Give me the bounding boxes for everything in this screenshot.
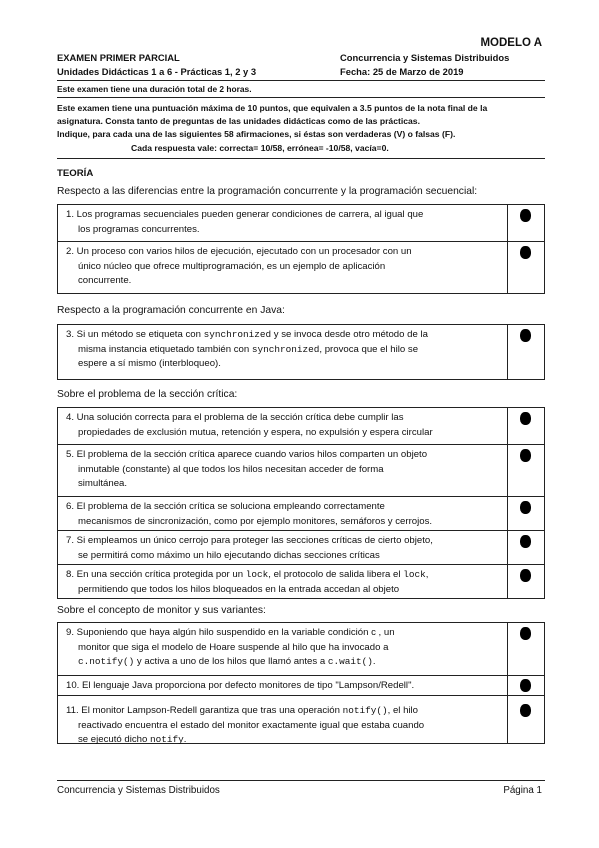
question-2-line-1: 2. Un proceso con varios hilos de ejecución, ejecutado con un procesador con un (66, 246, 412, 257)
question-2-line-3: concurrente. (78, 275, 132, 286)
answer-bubble[interactable] (520, 329, 531, 342)
question-5-line-2: inmutable (constante) al que todos los hilos necesitan acceder de forma (78, 463, 384, 475)
section-title-2: Respecto a la programación concurrente en Java: (57, 305, 285, 316)
section-title-1: Respecto a las diferencias entre la programación concurrente y la programación secuencial: (57, 186, 478, 197)
section-title-3: Sobre el problema de la sección crítica: (57, 389, 238, 400)
question-11-line-3: se ejecutó dicho notify. (78, 734, 187, 745)
question-3-line-3: espere a sí mismo (interbloqueo). (78, 358, 221, 369)
question-9-line-3: c.notify() y activa a uno de los hilos que llamó antes a c.wait(). (78, 656, 376, 667)
question-row (58, 408, 544, 444)
answer-bubble[interactable] (520, 501, 531, 514)
answer-cell[interactable] (507, 531, 544, 564)
answer-bubble[interactable] (520, 679, 531, 692)
question-row (58, 623, 544, 675)
question-5-line-1: 5. El problema de la sección crítica aparece cuando varios hilos comparten un objeto (66, 449, 428, 460)
answer-cell[interactable] (507, 676, 544, 695)
footer-course: Concurrencia y Sistemas Distribuidos (57, 785, 220, 796)
question-row (58, 530, 544, 564)
question-10-line-1: 10. El lenguaje Java proporciona por defecto monitores de tipo "Lampson/Redell". (66, 680, 415, 691)
answer-cell[interactable] (507, 696, 544, 743)
header-divider (57, 80, 545, 81)
question-row (58, 496, 544, 530)
section-title-4: Sobre el concepto de monitor y sus variantes: (57, 605, 266, 616)
question-row (58, 205, 544, 241)
duration-note: Este examen tiene una duración total de 2 horas. (57, 84, 252, 94)
question-row (58, 241, 544, 293)
answer-bubble[interactable] (520, 209, 531, 222)
theory-heading: TEORÍA (57, 168, 94, 179)
question-row (58, 444, 544, 496)
footer-divider (57, 780, 545, 781)
answer-bubble[interactable] (520, 535, 531, 548)
answer-cell[interactable] (507, 205, 544, 241)
question-9-line-2: monitor que siga el modelo de Hoare suspende al hilo que ha invocado a (78, 641, 389, 653)
question-7-line-1: 7. Si empleamos un único cerrojo para proteger las secciones críticas de cierto objeto, (66, 535, 433, 546)
answer-bubble[interactable] (520, 412, 531, 425)
answer-cell[interactable] (507, 623, 544, 675)
answer-bubble[interactable] (520, 704, 531, 717)
question-2-line-2: único núcleo que ofrece multiprogramación, es un ejemplo de aplicación (78, 260, 386, 272)
question-box-4 (57, 622, 545, 744)
intro-divider (57, 158, 545, 159)
answer-bubble[interactable] (520, 449, 531, 462)
answer-cell[interactable] (507, 445, 544, 496)
question-6-line-1: 6. El problema de la sección crítica se soluciona empleando correctamente (66, 501, 385, 512)
exam-date: Fecha: 25 de Marzo de 2019 (340, 66, 464, 77)
question-box-2 (57, 324, 545, 380)
answer-bubble[interactable] (520, 246, 531, 259)
intro-line-2: asignatura. Consta tanto de preguntas de las unidades didácticas como de las prácticas. (57, 116, 420, 126)
question-8-line-2: permitiendo que todos los hilos bloqueados en la entrada accedan al objeto (78, 583, 400, 595)
answer-cell[interactable] (507, 497, 544, 530)
question-3-line-2: misma instancia etiquetado también con synchronized, provoca que el hilo se (78, 343, 419, 355)
question-7-line-2: se permitirá como máximo un hilo ejecutando dichas secciones críticas (78, 549, 380, 561)
question-3-line-1: 3. Si un método se etiqueta con synchronized y se invoca desde otro método de la (66, 329, 428, 340)
intro-line-1: Este examen tiene una puntuación máxima de 10 puntos, que equivalen a 3.5 puntos de la nota final de la (57, 103, 488, 113)
question-1-line-2: los programas concurrentes. (78, 223, 200, 235)
answer-bubble[interactable] (520, 569, 531, 582)
question-8-line-1: 8. En una sección crítica protegida por un lock, el protocolo de salida libera el lock, (66, 569, 429, 580)
question-row (58, 325, 544, 379)
answer-cell[interactable] (507, 565, 544, 598)
question-row (58, 675, 544, 695)
scoring-rule: Cada respuesta vale: correcta= 10/58, errónea= -10/58, vacía=0. (131, 143, 389, 153)
intro-line-3: Indique, para cada una de las siguientes 58 afirmaciones, si éstas son verdaderas (V) o falsas (F). (57, 129, 456, 139)
answer-cell[interactable] (507, 242, 544, 293)
exam-title: EXAMEN PRIMER PARCIAL (57, 52, 180, 63)
question-4-line-1: 4. Una solución correcta para el problema de la sección crítica debe cumplir las (66, 412, 404, 423)
units-label: Unidades Didácticas 1 a 6 - Prácticas 1, 2 y 3 (57, 66, 257, 77)
question-5-line-3: simultánea. (78, 478, 128, 489)
page-number: Página 1 (503, 785, 542, 796)
answer-cell[interactable] (507, 408, 544, 444)
question-row (58, 695, 544, 743)
question-box-1 (57, 204, 545, 294)
course-name: Concurrencia y Sistemas Distribuidos (340, 52, 510, 63)
answer-bubble[interactable] (520, 627, 531, 640)
question-4-line-2: propiedades de exclusión mutua, retención y espera, no expulsión y espera circular (78, 426, 433, 438)
model-label: MODELO A (480, 37, 542, 49)
question-box-3 (57, 407, 545, 599)
question-6-line-2: mecanismos de sincronización, como por ejemplo monitores, semáforos y cerrojos. (78, 515, 433, 527)
question-9-line-1: 9. Suponiendo que haya algún hilo suspendido en la variable condición c , un (66, 627, 395, 638)
question-11-line-2: reactivado encuentra el estado del monitor exactamente igual que estaba cuando (78, 719, 425, 731)
question-row (58, 564, 544, 598)
question-11-line-1: 11. El monitor Lampson-Redell garantiza que tras una operación notify(), el hilo (66, 705, 419, 716)
answer-cell[interactable] (507, 325, 544, 379)
header-divider-2 (57, 97, 545, 98)
question-1-line-1: 1. Los programas secuenciales pueden generar condiciones de carrera, al igual que (66, 209, 424, 220)
